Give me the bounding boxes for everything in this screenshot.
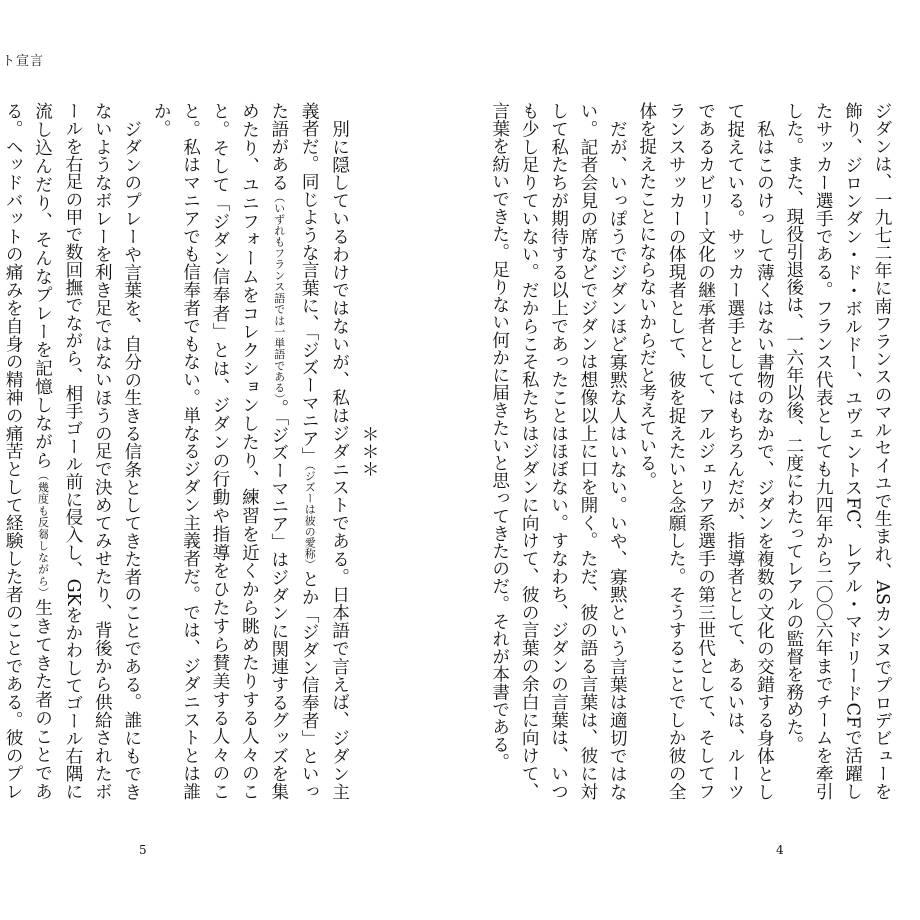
left-page-text — [3, 102, 383, 801]
left-paragraph-2 — [0, 102, 146, 800]
left-paragraph-1-note-1: （ジズーは彼の愛称） — [303, 464, 317, 571]
left-paragraph-1-c: 。「ジズーマニア」はジダンに関連するグッズを集めたり、ユニフォームをコレクションしたり、練習を近くから眺めたりする人々のこと。そして「ジダン信奉者」とは、ジダンの行動や指導をひたすら賛美する人々のこと。私はマニアでも信奉者でもない。単なるジダン主義者だ。では、ジダニストとは誰か。 — [151, 102, 289, 801]
left-paragraph-2-a: ジダンのプレーや言葉を、自分の生きる信条としてきた者のことである。誰にもできないようなボレーを利き足ではないほうの足で決めてみせたり、背後から供給されたボールを右足の甲で数回撫でながら、相手ゴール前に侵入し、GKをかわしてゴール右隅に流し込んだり、そんなプレーを記憶しながら — [32, 102, 142, 800]
left-paragraph-1-b: とか「ジダン信奉者」といった語がある — [268, 102, 320, 800]
right-paragraph-3: だが、いっぽうでジダンほど寡黙な人はいない。いや、寡黙という言葉は適切ではない。記者会見の席などでジダンは想像以上に口を開く。ただ、彼の語る言葉は、彼に対して私たちが期待する以上であったことはほぼない。すなわち、ジダンの言葉は、いつも少し足りていない。だからこそ私たちはジダンに向けて、彼の言葉の余白に向けて、言葉を紡いできた。足りない何かに届きたいと思ってきたのだ。それが本書である。 — [489, 102, 628, 800]
left-paragraph-2-b: 生きてきた者のことである。ヘッドバットの痛みを自身の精神の痛苦として経験した者のことである。彼のプレ — [3, 102, 53, 800]
section-separator: ＊＊＊ — [359, 424, 379, 478]
page-number-left: 5 — [139, 843, 147, 857]
running-head: ト宣言 — [2, 54, 45, 69]
left-paragraph-1-note-2: （いずれもフランス語では一単語である） — [272, 191, 286, 399]
left-paragraph-1 — [146, 102, 354, 800]
right-page-text — [489, 102, 896, 800]
page-number-right: 4 — [776, 843, 784, 857]
right-paragraph-2: 私はこのけっして薄くはない書物のなかで、ジダンを複数の文化の交錯する身体として捉えている。サッカー選手としてはもちろんだが、指導者として、あるいは、ルーツであるカビリー文化の継承者として、アルジェリア系選手の第三世代として、そしてフランスサッカーの体現者として、彼を捉えたいと念願した。そうすることでしか彼の全体を捉えたことにならないからだと考えている。 — [636, 102, 775, 800]
left-paragraph-1-a: 別に隠しているわけではないが、私はジダニストである。日本語で言えば、ジダン主義者だ。同じような言葉に、「ジズーマニア」 — [299, 102, 350, 800]
left-paragraph-2-note: （幾度も反芻しながら） — [36, 469, 50, 599]
right-paragraph-1: ジダンは、一九七二年に南フランスのマルセイユで生まれ、ASカンヌでプロデビューを飾り、ジロンダン・ド・ボルドー、ユヴェントスFC、レアル・マドリードCFで活躍したサッカー選手である。フランス代表としても九四年から二〇〇六年までチームを牽引した。また、現役引退後は、一六年以後、二度にわたってレアルの監督を務めた。 — [783, 102, 892, 800]
